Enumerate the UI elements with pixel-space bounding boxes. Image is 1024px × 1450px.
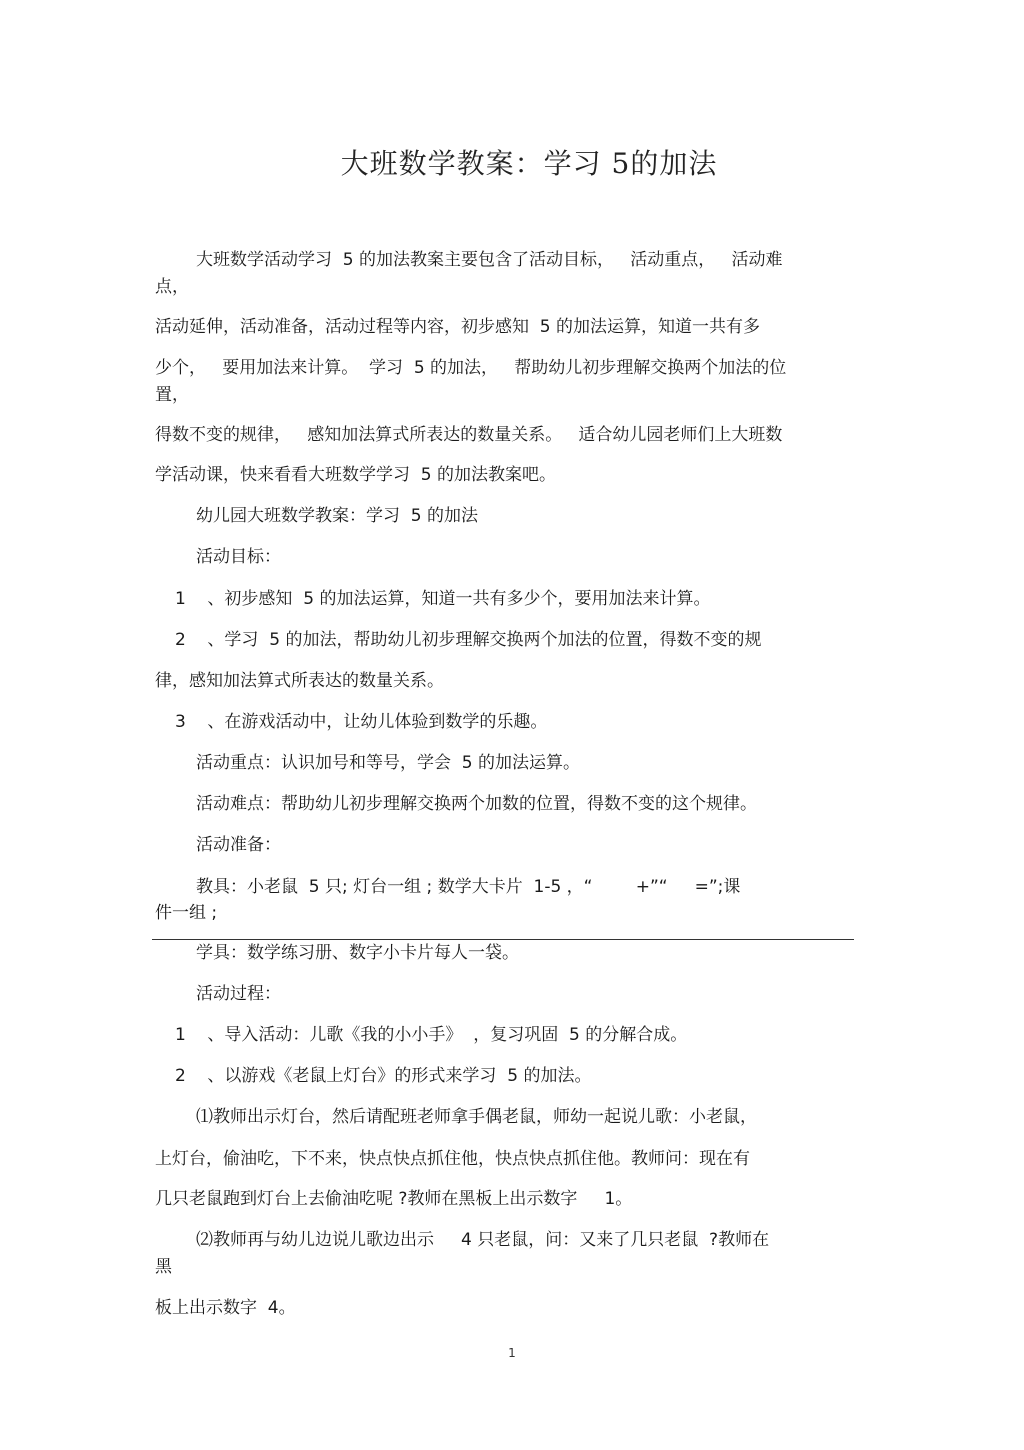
text-line: 置， [155,385,189,405]
text-line: 活动重点：认识加号和等号，学会 5 的加法运算。 [196,753,581,773]
list-item: 2 、学习 5 的加法，帮助幼儿初步理解交换两个加法的位置，得数不变的规 [175,630,762,650]
text-line: 活动延伸，活动准备，活动过程等内容，初步感知 5 的加法运算，知道一共有多 [155,317,761,337]
page-title: 大班数学教案：学习 5的加法 [340,147,718,180]
text-line: 幼儿园大班数学教案：学习 5 的加法 [196,506,479,526]
list-item: 1 、导入活动：儿歌《我的小小手》 ，复习巩固 5 的分解合成。 [175,1025,688,1045]
horizontal-divider [152,939,854,940]
section-heading: 活动过程： [196,984,281,1004]
text-line: 上灯台，偷油吃，下不来，快点快点抓住他，快点快点抓住他。教师问：现在有 [155,1149,750,1169]
text-line: 大班数学活动学习 5 的加法教案主要包含了活动目标， 活动重点， 活动难 [196,250,783,270]
list-item: 3 、在游戏活动中，让幼儿体验到数学的乐趣。 [175,712,548,732]
section-heading: 活动目标： [196,547,281,567]
text-line: 点， [155,277,189,297]
text-line: 教具：小老鼠 5 只; 灯台一组 ; 数学大卡片 1-5 ，“ +”“ =”;课 [196,877,741,897]
page-number: 1 [508,1346,516,1360]
text-line: 少个， 要用加法来计算。 学习 5 的加法， 帮助幼儿初步理解交换两个加法的位 [155,358,787,378]
text-line: 得数不变的规律， 感知加法算式所表达的数量关系。 适合幼儿园老师们上大班数 [155,425,783,445]
list-item: 2 、以游戏《老鼠上灯台》的形式来学习 5 的加法。 [175,1066,592,1086]
text-line: 黑 [155,1257,172,1277]
list-item: 1 、初步感知 5 的加法运算，知道一共有多少个，要用加法来计算。 [175,589,711,609]
section-heading: 活动准备： [196,835,281,855]
text-line: 学具：数学练习册、数字小卡片每人一袋。 [196,943,519,963]
text-line: 活动难点：帮助幼儿初步理解交换两个加数的位置，得数不变的这个规律。 [196,794,757,814]
text-line: 律，感知加法算式所表达的数量关系。 [155,671,444,691]
text-line: 件一组 ; [155,903,218,923]
text-line: 学活动课，快来看看大班数学学习 5 的加法教案吧。 [155,465,557,485]
text-line: 几只老鼠跑到灯台上去偷油吃呢 ?教师在黑板上出示数字 1。 [155,1189,633,1209]
text-line: ⑵教师再与幼儿边说儿歌边出示 4 只老鼠，问：又来了几只老鼠 ?教师在 [196,1230,770,1250]
text-line: ⑴教师出示灯台，然后请配班老师拿手偶老鼠，师幼一起说儿歌：小老鼠， [196,1107,757,1127]
text-line: 板上出示数字 4。 [155,1298,296,1318]
